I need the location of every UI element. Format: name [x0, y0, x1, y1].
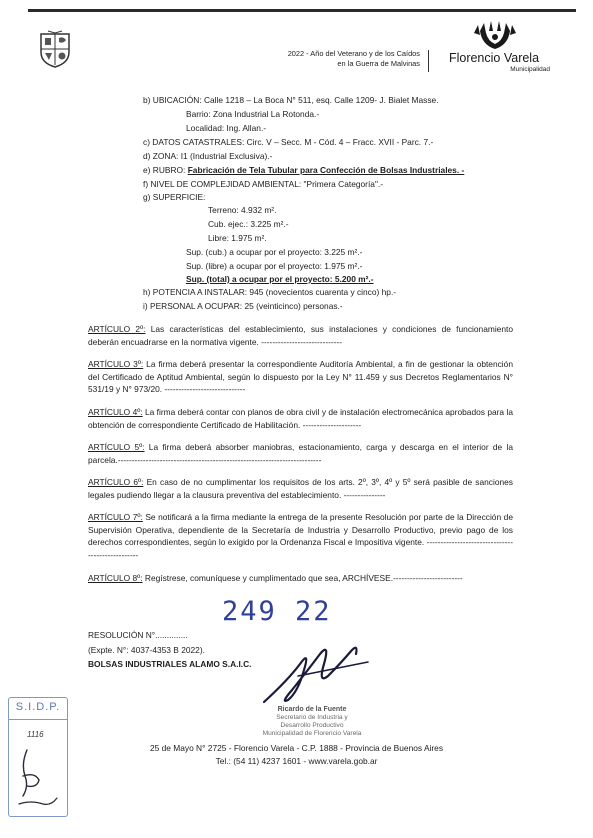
- article-3: [88, 358, 513, 396]
- item-b-location: b) UBICACIÓN: Calle 1218 – La Boca N° 511, esq. Calle 1209- J. Bialet Masse.: [143, 95, 439, 105]
- surface-land: Terreno: 4.932 m².: [208, 205, 277, 215]
- sidp-stamp-divider: [9, 719, 67, 720]
- article-text: La firma deberá presentar la correspondiente Auditoría Ambiental, a fin de gestionar la obtención del Certificado de Aptitud Ambiental, según lo dispuesto por la Ley N° 11.459 y sus Decretos Reglamentarios N° 531/19 y N° 973/20. -----------------------------: [88, 359, 513, 394]
- article-5: [88, 441, 513, 466]
- surface-project-free: Sup. (libre) a ocupar por el proyecto: 1.975 m².-: [186, 261, 363, 271]
- sidp-folio-number: 1116: [27, 730, 44, 739]
- footer-contact: Tel.: (54 11) 4237 1601 - www.varela.gob.ar: [215, 756, 378, 766]
- article-text: Las características del establecimiento, sus instalaciones y condiciones de funcionamiento deberán encuadrarse en la normativa vigente. -----------------------------: [88, 324, 513, 347]
- article-label: ARTÍCULO 4º:: [88, 407, 143, 417]
- coat-of-arms-icon: [38, 30, 72, 68]
- surface-project-total: Sup. (total) a ocupar por el proyecto: 5.200 m².-: [186, 274, 374, 284]
- item-h-power: h) POTENCIA A INSTALAR: 945 (novecientos cuarenta y cinco) hp.-: [143, 287, 397, 297]
- signer-title-2: Desarrollo Productivo: [280, 722, 344, 729]
- item-i-staff: i) PERSONAL A OCUPAR: 25 (veinticinco) personas.-: [143, 301, 343, 311]
- item-c-cadastral: c) DATOS CATASTRALES: Circ. V – Secc. M - Cód. 4 – Fracc. XVII - Parc. 7.-: [143, 137, 434, 147]
- article-text: En caso de no cumplimentar los requisitos de los arts. 2º, 3º, 4º y 5º será pasible de sanciones legales pudiendo llegar a la clausura preventiva del establecimiento. ---------------: [88, 477, 513, 500]
- article-4: [88, 406, 513, 431]
- article-label: ARTÍCULO 5º:: [88, 442, 145, 452]
- item-e-category: [143, 165, 464, 176]
- top-rule: [28, 9, 576, 12]
- municipality-name: Florencio Varela: [448, 51, 540, 65]
- signer-name: Ricardo de la Fuente: [277, 706, 347, 713]
- article-text: La firma deberá absorber maniobras, estacionamiento, carga y descarga en el interior de la parcela.-------------------------------------------------------------------------: [88, 442, 513, 465]
- article-6: [88, 476, 513, 501]
- item-e-value: Fabricación de Tela Tubular para Confección de Bolsas Industriales. -: [187, 165, 465, 175]
- signer-title-3: Municipalidad de Florencio Varela: [262, 730, 362, 737]
- article-label: ARTÍCULO 8º:: [88, 573, 143, 583]
- surface-free: Libre: 1.975 m².: [208, 233, 267, 243]
- article-7: [88, 511, 513, 561]
- signature-icon: [258, 640, 373, 706]
- surface-project-covered: Sup. (cub.) a ocupar por el proyecto: 3.225 m².-: [186, 247, 363, 257]
- motto-line-1: 2022 - Año del Veterano y de los Caídos: [287, 49, 420, 58]
- article-text: Se notificará a la firma mediante la entrega de la presente Resolución por parte de la Dirección de Supervisión Operativa, dependiente de la Secretaría de Industria y Desarrollo Productivo, previo pago de los derechos correspondientes, según lo exigido por la Ordenanza Fiscal e Impositiva vigente. -------------------------------------------------: [88, 512, 513, 560]
- item-d-zone: d) ZONA: I1 (Industrial Exclusiva).-: [143, 151, 273, 161]
- company-name: BOLSAS INDUSTRIALES ALAMO S.A.I.C.: [88, 659, 252, 669]
- commemorative-motto: [240, 49, 420, 69]
- header-divider: [428, 50, 429, 72]
- municipality-logo-icon: [470, 19, 520, 51]
- article-text: La firma deberá contar con planos de obra civil y de instalación electromecánica aprobados para la obtención de correspondiente Certificado de Habilitación. ---------------------: [88, 407, 513, 430]
- article-8: [88, 572, 513, 585]
- article-label: ARTÍCULO 7º:: [88, 512, 143, 522]
- signer-title-1: Secretario de Industria y: [276, 714, 348, 721]
- resolution-label: RESOLUCIÓN N°..............: [88, 630, 188, 640]
- signature-stamp: [256, 706, 368, 738]
- item-e-label: e) RUBRO:: [143, 165, 188, 175]
- motto-line-2: en la Guerra de Malvinas: [337, 59, 420, 68]
- article-label: ARTÍCULO 6º:: [88, 477, 144, 487]
- footer-address: 25 de Mayo N° 2725 - Florencio Varela - C.P. 1888 - Provincia de Buenos Aires: [149, 743, 444, 753]
- sidp-stamp-label: S.I.D.P.: [15, 701, 61, 713]
- item-b-neighborhood: Barrio: Zona Industrial La Rotonda.-: [186, 109, 320, 119]
- article-label: ARTÍCULO 3º:: [88, 359, 144, 369]
- municipality-subtitle: Municipalidad: [510, 66, 550, 73]
- article-label: ARTÍCULO 2º:: [88, 324, 146, 334]
- article-text: Regístrese, comuníquese y cumplimentado que sea, ARCHÍVESE.-------------------------: [142, 573, 463, 583]
- item-b-locality: Localidad: Ing. Allan.-: [186, 123, 267, 133]
- item-g-surface: g) SUPERFICIE:: [143, 192, 206, 202]
- file-reference: (Expte. N°: 4037-4353 B 2022).: [88, 645, 205, 655]
- resolution-number-stamp: 249 22: [222, 596, 332, 627]
- article-2: [88, 323, 513, 348]
- item-f-complexity: f) NIVEL DE COMPLEJIDAD AMBIENTAL: "Primera Categoría".-: [143, 179, 384, 189]
- surface-covered: Cub. ejec.: 3.225 m².-: [208, 219, 289, 229]
